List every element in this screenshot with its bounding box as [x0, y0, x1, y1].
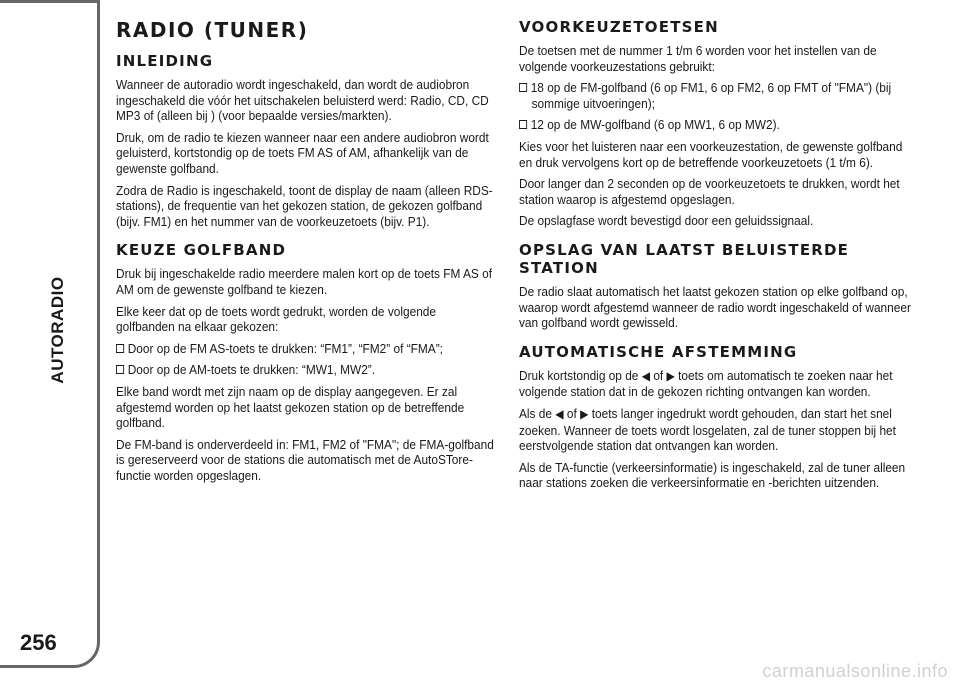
paragraph [519, 406, 919, 454]
paragraph: De toetsen met de nummer 1 t/m 6 worden voor het instellen van de volgende voorkeuzestations gebruikt: [519, 43, 877, 74]
text-fragment: toets langer ingedrukt wordt gehouden, dan start het snel zoeken. Wanneer de toets wordt losgelaten, zal de tuner stoppen bij het eerstvolgende station dat ontvangen kan worden. [519, 405, 896, 454]
checkbox-bullet-icon [116, 344, 124, 353]
triangle-right-icon: ▶ [580, 406, 589, 421]
bullet-text: 18 op de FM-golfband (6 op FM1, 6 op FM2, 6 op FMT of "FMA") (bij sommige uitvoeringen); [530, 80, 892, 111]
paragraph: Elke band wordt met zijn naam op de display aangegeven. Er zal afgestemd worden op het laatst gekozen station op de betreffende golfband. [116, 383, 465, 431]
text-fragment: of [650, 367, 667, 383]
text-fragment: Als de [519, 405, 556, 421]
bullet-item [116, 341, 508, 357]
right-column [519, 18, 919, 497]
side-section-label: AUTORADIO [48, 276, 67, 384]
paragraph: Druk bij ingeschakelde radio meerdere malen kort op de toets FM AS of AM om de gewenste golfband te kiezen. [116, 266, 493, 297]
paragraph: Druk, om de radio te kiezen wanneer naar een andere audiobron wordt geluisterd, kortstondig op de toets FM AS of AM, afhankelijk van de gewenste golfband. [116, 129, 489, 176]
heading-automatische-afstemming: AUTOMATISCHE AFSTEMMING [519, 342, 798, 361]
bullet-text: Door op de FM AS-toets te drukken: “FM1”, “FM2” of “FMA”; [127, 340, 443, 356]
paragraph: De radio slaat automatisch het laatst gekozen station op elke golfband op, waarop wordt afgestemd wanneer de radio wordt ingeschakeld of wanneer van golfband wordt gewisseld. [519, 283, 911, 331]
paragraph: De opslagfase wordt bevestigd door een geluidssignaal. [519, 213, 814, 229]
paragraph: Zodra de Radio is ingeschakeld, toont de display de naam (alleen RDS-stations), de frequentie van het gekozen station, de gekozen golfband (bijv. FM1) en het nummer van de voorkeuzetoets (bijv. P1). [116, 182, 493, 229]
left-column [116, 18, 496, 489]
page-number: 256 [20, 630, 57, 655]
text-fragment: of [563, 405, 581, 421]
checkbox-bullet-icon [519, 83, 527, 92]
bullet-item [519, 117, 931, 133]
checkbox-bullet-icon [519, 120, 527, 129]
bullet-text: Door op de AM-toets te drukken: “MW1, MW2”. [127, 362, 376, 378]
triangle-right-icon: ▶ [666, 368, 675, 383]
paragraph: Als de TA-functie (verkeersinformatie) is ingeschakeld, zal de tuner alleen naar stations zoeken die verkeersinformatie en -berichten uitzenden. [519, 459, 906, 491]
heading-opslag-laatst-beluisterde-station: OPSLAG VAN LAATST BELUISTERDE STATION [519, 240, 850, 277]
bullet-text: 12 op de MW-golfband (6 op MW1, 6 op MW2). [530, 117, 780, 133]
heading-inleiding: INLEIDING [116, 52, 214, 70]
heading-keuze-golfband: KEUZE GOLFBAND [116, 241, 287, 260]
text-fragment: Druk kortstondig op de [519, 367, 642, 383]
paragraph [519, 368, 919, 400]
checkbox-bullet-icon [116, 365, 124, 374]
paragraph: Door langer dan 2 seconden op de voorkeuzetoets te drukken, wordt het station waarop is afgestemd opgeslagen. [519, 176, 900, 207]
paragraph: De FM-band is onderverdeeld in: FM1, FM2 of "FMA"; de FMA-golfband is gereserveerd voor de stations die automatisch met de AutoSTore-functie worden opgeslagen. [116, 436, 494, 483]
heading-voorkeuzetoetsen: VOORKEUZETOETSEN [519, 18, 719, 36]
paragraph: Wanneer de autoradio wordt ingeschakeld, dan wordt de audiobron ingeschakeld die vóór het uitschakelen beluisterd werd: Radio, CD, CD MP3 of (alleen bij ) (voor bepaalde versies/markten). [116, 77, 489, 124]
text-fragment: toets om automatisch te zoeken naar het volgende station dat in de gekozen richting ontvangen kan worden. [519, 367, 893, 400]
bullet-item [519, 80, 931, 111]
bullet-item [116, 362, 508, 378]
watermark: carmanualsonline.info [762, 661, 948, 681]
page-title: RADIO (TUNER) [116, 18, 309, 42]
paragraph: Elke keer dat op de toets wordt gedrukt, worden de volgende golfbanden na elkaar gekozen: [116, 303, 437, 335]
triangle-left-icon: ◀ [641, 368, 651, 383]
paragraph: Kies voor het luisteren naar een voorkeuzestation, de gewenste golfband en druk vervolgens kort op de betreffende voorkeuzetoets (1 t/m 6). [519, 138, 903, 170]
triangle-left-icon: ◀ [555, 406, 564, 421]
